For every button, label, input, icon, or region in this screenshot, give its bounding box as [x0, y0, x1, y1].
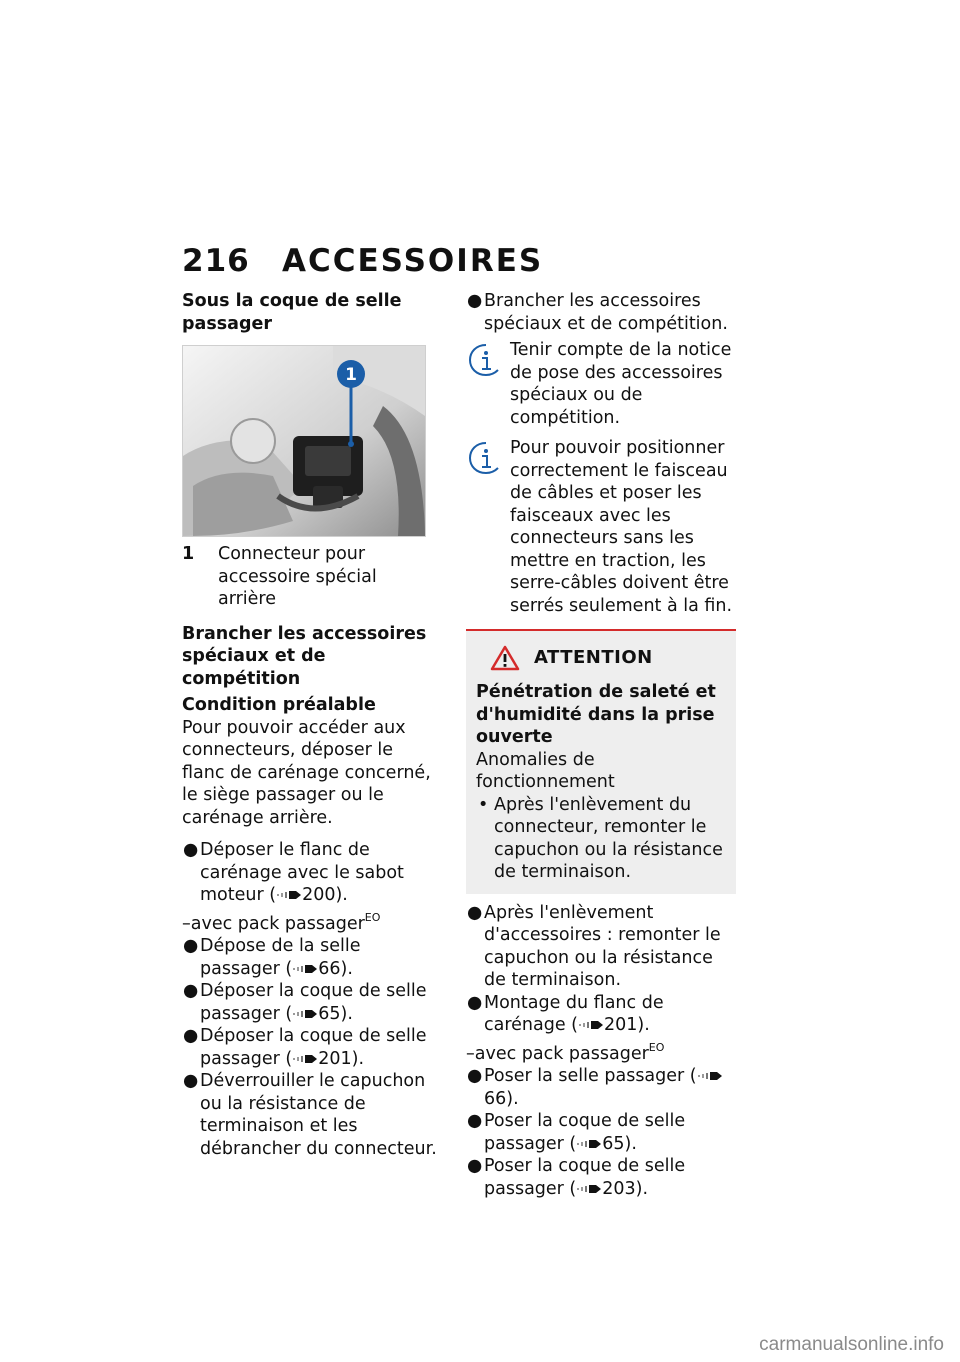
bullet-icon: ●: [467, 1111, 483, 1131]
page-ref[interactable]: 201: [318, 1048, 352, 1069]
attention-box: [466, 629, 736, 894]
list-item: ● Déposer le flanc de carénage avec le sabot moteur ( 200).: [183, 840, 404, 905]
page-ref[interactable]: 200: [302, 885, 336, 905]
attention-label: ATTENTION: [534, 646, 653, 668]
list-item: ● Après l'enlèvement d'accessoires : remonter le capuchon ou la résistance de terminaison.: [467, 902, 721, 990]
list-item: ● Poser la coque de selle passager ( 203).: [467, 1156, 686, 1199]
right-column: [466, 290, 738, 1200]
precondition-title: Condition préalable: [182, 695, 376, 715]
section-title: Sous la coque de selle passager: [182, 291, 402, 334]
bullet-icon: ●: [183, 936, 199, 956]
left-column: [182, 290, 440, 1160]
procedure-heading: Brancher les accessoires spéciaux et de compétition: [182, 623, 427, 689]
bullet-icon: •: [478, 794, 489, 815]
warning-triangle-icon: [490, 645, 520, 671]
variant-line: –avec pack passager$^{EO}$: [182, 910, 381, 934]
variant-line: –avec pack passager$^{EO}$: [466, 1040, 665, 1064]
bullet-icon: ●: [183, 840, 199, 860]
connector-illustration: [183, 346, 425, 536]
list-item: • Après l'enlèvement du connecteur, remonter le capuchon ou la résistance de terminaison.: [478, 794, 723, 882]
list-item: ● Poser la coque de selle passager ( 65).: [467, 1111, 686, 1154]
page-number: 216: [182, 243, 250, 279]
bullet-icon: ●: [467, 992, 483, 1013]
page-ref[interactable]: 201: [604, 1015, 638, 1035]
bullet-icon: ●: [183, 1026, 199, 1046]
page-ref-arrow-icon: [576, 1138, 602, 1150]
bullet-icon: ●: [467, 1066, 483, 1086]
legend-number: 1: [182, 544, 195, 564]
chapter-title: ACCESSOIRES: [282, 243, 544, 279]
page-ref[interactable]: 66: [318, 958, 341, 979]
attention-title: Pénétration de saleté et d'humidité dans la prise ouverte: [476, 682, 716, 747]
connector-photo: [182, 345, 426, 537]
bullet-icon: ●: [467, 902, 483, 923]
watermark[interactable]: carmanualsonline.info: [759, 1334, 944, 1355]
bullet-icon: ●: [467, 1156, 483, 1176]
legend-text: Connecteur pour accessoire spécial arrière: [218, 544, 377, 609]
info-note: [466, 339, 738, 429]
bullet-icon: ●: [183, 1071, 199, 1091]
list-item: ● Poser la selle passager (66).: [466, 1065, 738, 1110]
list-item: ● Déposer la coque de selle passager ( 65).: [183, 981, 427, 1024]
info-note: [466, 437, 738, 617]
page-ref-arrow-icon: [576, 1183, 602, 1195]
list-item: ● Dépose de la selle passager ( 66).: [183, 936, 361, 979]
page-ref[interactable]: 203: [602, 1178, 636, 1199]
list-item: ● Brancher les accessoires spéciaux et de compétition.: [467, 291, 728, 334]
precondition-text: Pour pouvoir accéder aux connecteurs, déposer le flanc de carénage concerné, le siège passager ou le carénage arrière.: [182, 717, 431, 828]
note-text: Tenir compte de la notice de pose des accessoires spéciaux ou de compétition.: [510, 340, 732, 428]
info-icon: [468, 441, 504, 477]
page-ref-arrow-icon: [292, 963, 318, 975]
list-item: ● Déverrouiller le capuchon ou la résistance de terminaison et les débrancher du connecteur.: [183, 1071, 437, 1159]
page-ref-arrow-icon: [292, 1053, 318, 1065]
list-item: ● Déposer la coque de selle passager ( 201).: [183, 1026, 427, 1069]
page-ref[interactable]: 65: [602, 1133, 625, 1154]
figure-legend: [182, 543, 440, 611]
note-text: Pour pouvoir positionner correctement le faisceau de câbles et poser les faisceaux avec les connecteurs sans les mettre en traction, les serre-câbles doivent être serrés seulement à la fin.: [510, 438, 733, 616]
attention-consequence: Anomalies de fonctionnement: [476, 749, 615, 792]
page-ref-arrow-icon: [292, 1008, 318, 1020]
info-icon: [468, 343, 504, 379]
bullet-icon: ●: [467, 291, 483, 311]
page-ref-arrow-icon: [578, 1019, 604, 1031]
page-ref-arrow-icon: [697, 1070, 723, 1082]
page-ref[interactable]: 66: [484, 1088, 507, 1109]
page-ref[interactable]: 65: [318, 1003, 341, 1024]
page-ref-arrow-icon: [276, 889, 302, 901]
list-item: ● Montage du flanc de carénage ( 201).: [467, 992, 664, 1035]
bullet-icon: ●: [183, 981, 199, 1001]
figure-callout: 1: [345, 365, 357, 385]
